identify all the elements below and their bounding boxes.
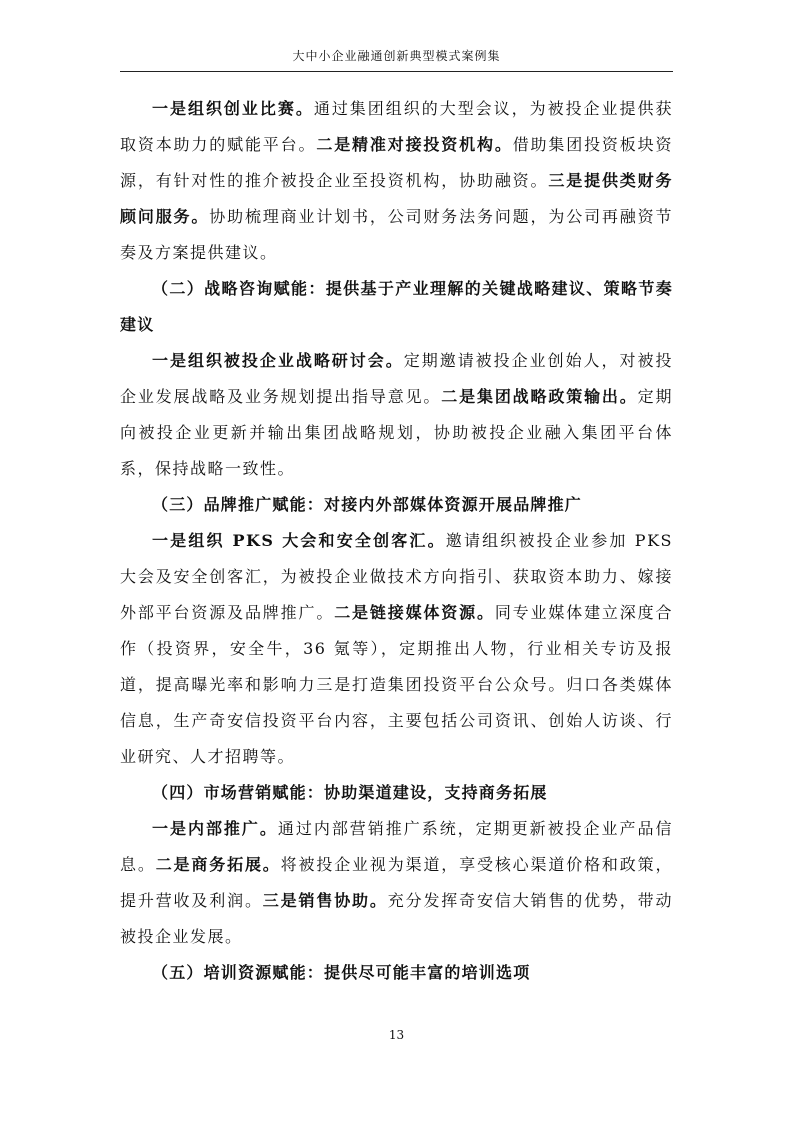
bold-lead-phrase: 二是精准对接投资机构。 <box>316 135 513 154</box>
paragraph-body <box>120 811 673 955</box>
section-heading <box>120 487 673 523</box>
body-text: 通过集团组织的大型会议，为被投企业提供获取资本助力的赋能平台。 <box>120 99 673 154</box>
section-heading-text: （三）品牌推广赋能：对接内外部媒体资源开展品牌推广 <box>152 495 583 514</box>
section-heading-text: （二）战略咨询赋能：提供基于产业理解的关键战略建议、策略节奏建议 <box>120 279 673 334</box>
paragraph-body <box>120 343 673 487</box>
paragraph-body <box>120 91 673 271</box>
bold-lead-phrase: 一是组织 PKS 大会和安全创客汇。 <box>152 531 446 550</box>
body-text: 定期邀请被投企业创始人，对被投企业发展战略及业务规划提出指导意见。 <box>120 351 673 406</box>
page-number: 13 <box>388 1028 405 1042</box>
document-body <box>120 91 673 991</box>
bold-lead-phrase: 一是组织创业比赛。 <box>152 99 314 118</box>
body-text: 将被投企业视为渠道，享受核心渠道价格和政策，提升营收及利润。 <box>120 855 673 910</box>
body-text: 同专业媒体建立深度合作（投资界，安全牛，36 氪等），定期推出人物，行业相关专访及报道，提高曝光率和影响力三是打造集团投资平台公众号。归口各类媒体信息，生产奇安信投资平台内容，主要包括公司资讯、创始人访谈、行业研究、人才招聘等。 <box>120 603 673 766</box>
body-text: 通过内部营销推广系统，定期更新被投企业产品信息。 <box>120 819 673 874</box>
section-heading <box>120 271 673 343</box>
body-text: 充分发挥奇安信大销售的优势，带动被投企业发展。 <box>120 891 673 946</box>
section-heading-text: （四）市场营销赋能：协助渠道建设，支持商务拓展 <box>152 783 548 802</box>
page-header: 大中小企业融通创新典型模式案例集 <box>292 49 501 63</box>
section-heading-text: （五）培训资源赋能：提供尽可能丰富的培训选项 <box>152 963 531 982</box>
bold-lead-phrase: 一是内部推广。 <box>152 819 278 838</box>
bold-lead-phrase: 三是销售协助。 <box>262 891 388 910</box>
section-heading <box>120 775 673 811</box>
body-text: 协助梳理商业计划书，公司财务法务问题，为公司再融资节奏及方案提供建议。 <box>120 207 673 262</box>
bold-lead-phrase: 二是链接媒体资源。 <box>334 603 495 622</box>
header-divider <box>120 71 673 72</box>
bold-lead-phrase: 二是商务拓展。 <box>155 855 281 874</box>
bold-lead-phrase: 三是提供类财务顾问服务。 <box>120 171 673 226</box>
bold-lead-phrase: 一是组织被投企业战略研讨会。 <box>152 351 404 370</box>
paragraph-body <box>120 523 673 775</box>
body-text: 定期向被投企业更新并输出集团战略规划，协助被投企业融入集团平台体系，保持战略一致性。 <box>120 387 673 478</box>
bold-lead-phrase: 二是集团战略政策输出。 <box>441 387 638 406</box>
body-text: 邀请组织被投企业参加 PKS 大会及安全创客汇，为被投企业做技术方向指引、获取资本助力、嫁接外部平台资源及品牌推广。 <box>120 531 673 622</box>
body-text: 借助集团投资板块资源，有针对性的推介被投企业至投资机构，协助融资。 <box>120 135 673 190</box>
section-heading <box>120 955 673 991</box>
